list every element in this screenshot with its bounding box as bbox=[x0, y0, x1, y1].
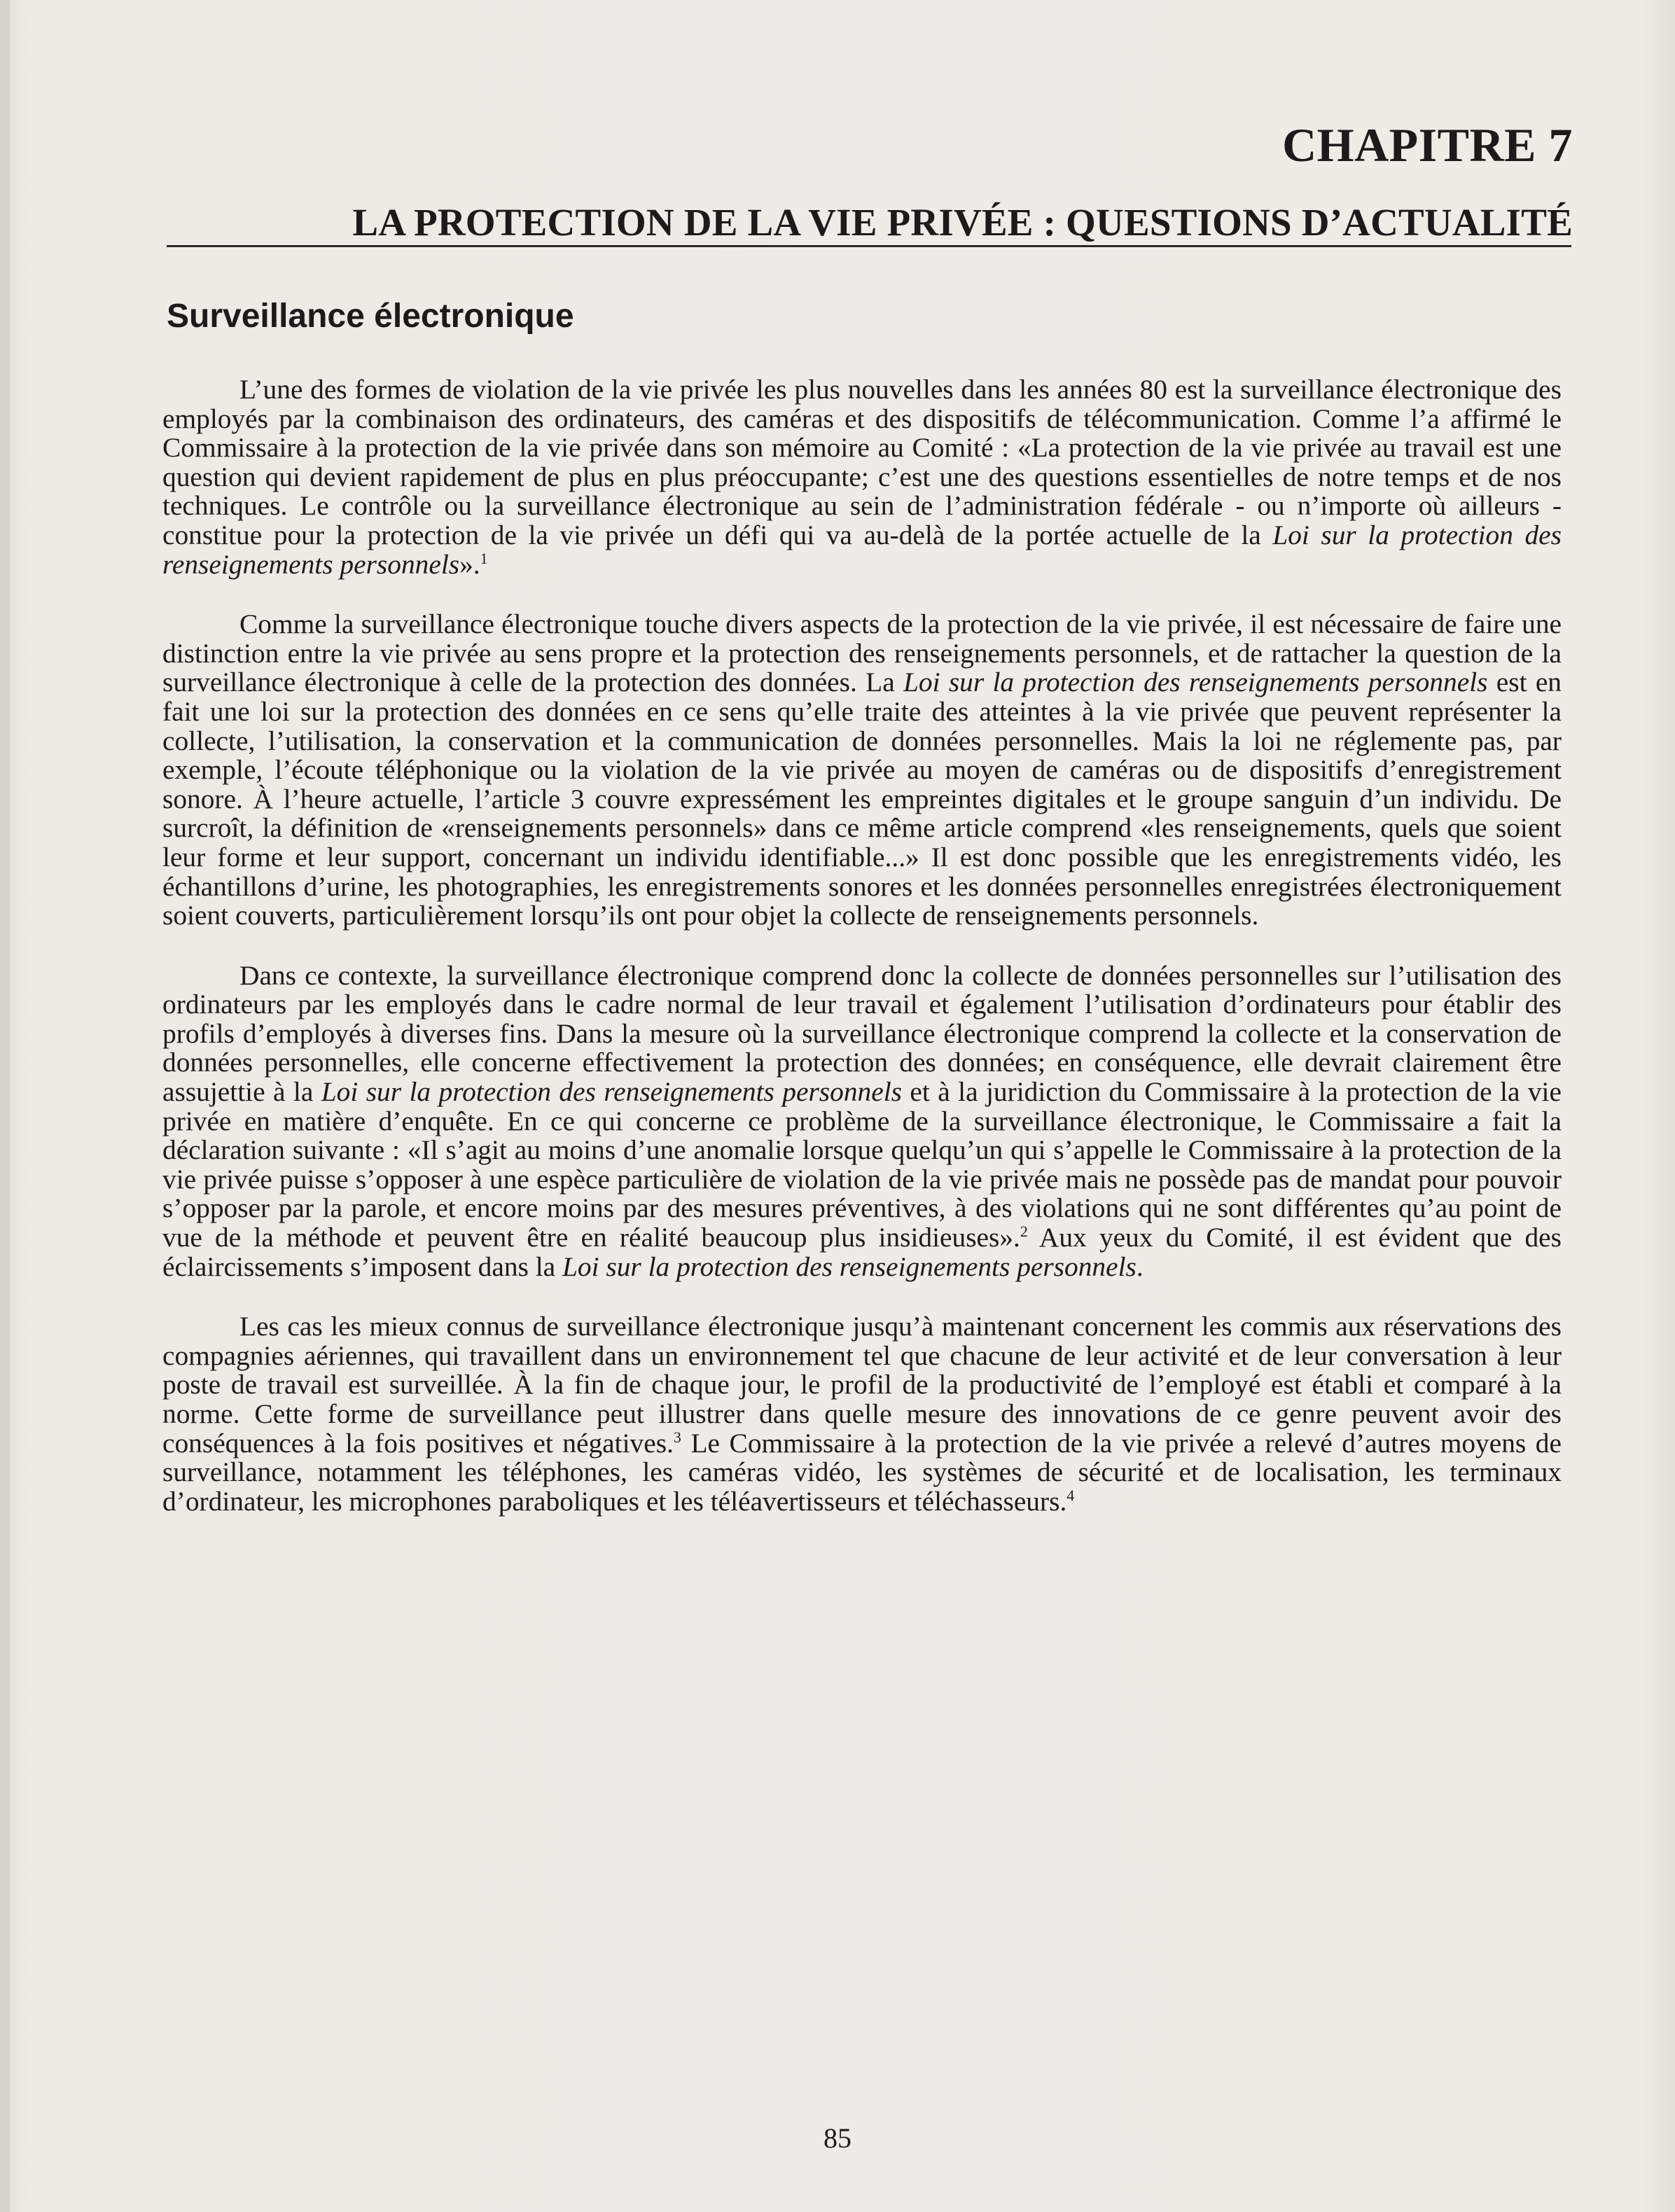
paragraph-4-text-b: Le Commissaire à la protection de la vie privée a relevé d’autres moyens de surveillance, notamment les téléphones, les caméras vidéo, les systèmes de sécurité et de localisation, les terminaux d’ordinateur, les microphones paraboliques et les téléavertisseurs et téléchasseurs. bbox=[162, 1427, 1562, 1517]
paragraph-2-italic: Loi sur la protection des renseignements personnels bbox=[903, 667, 1488, 698]
footnote-ref-4: 4 bbox=[1066, 1486, 1075, 1504]
paragraph-3-italic-b: Loi sur la protection des renseignements personnels bbox=[562, 1251, 1137, 1282]
paragraph-2-text-b: est en fait une loi sur la protection des données en ce sens qu’elle traite des atteintes à la vie privée que peuvent représenter la collecte, l’utilisation, la conservation et la communication de données personnelles. Mais la loi ne réglemente pas, par exemple, l’écoute téléphonique ou la violation de la vie privée au moyen de caméras ou de dispositifs d’enregistrement sonore. À l’heure actuelle, l’article 3 couvre expressément les empreintes digitales et le groupe sanguin d’un individu. De surcroît, la définition de «renseignements personnels» dans ce même article comprend «les renseignements, quels que soient leur forme et leur support, concernant un individu identifiable...» Il est donc possible que les enregistrements vidéo, les échantillons d’urine, les photographies, les enregistrements sonores et les données personnelles enregistrées électroniquement soient couverts, particulièrement lorsqu’ils ont pour objet la collecte de renseignements personnels. bbox=[162, 667, 1562, 931]
paragraph-3-italic-a: Loi sur la protection des renseignements personnels bbox=[321, 1076, 902, 1108]
paragraph-3-text-b: et à la juridiction du Commissaire à la protection de la vie privée en matière d’enquête. En ce qui concerne ce problème de la surveillance électronique, le Commissaire a fait la déclaration suivante : «Il s’agit au moins d’une anomalie lorsque quelqu’un qui s’appelle le Commissaire à la protection de la vie privée puisse s’opposer à une espèce particulière de violation de la vie privée mais ne possède pas de mandat pour pouvoir s’opposer par la parole, et encore moins par des mesures préventives, à des violations qui ne sont différentes qu’au point de vue de la méthode et peuvent être en réalité beaucoup plus insidieuses». bbox=[162, 1076, 1562, 1253]
paragraph-3-text-d: . bbox=[1136, 1251, 1144, 1282]
paragraph-2-text-a: Comme la surveillance électronique touche divers aspects de la protection de la vie privée, il est nécessaire de faire une distinction entre la vie privée au sens propre et la protection des renseignements personnels, et de rattacher la question de la surveillance électronique à celle de la protection des données. La bbox=[162, 608, 1562, 698]
paragraph-4 bbox=[162, 1312, 1562, 1516]
paragraph-3 bbox=[162, 961, 1562, 1282]
paragraph-1-text-a: L’une des formes de violation de la vie privée les plus nouvelles dans les années 80 est la surveillance électronique des employés par la combinaison des ordinateurs, des caméras et des dispositifs de télécommunication. Comme l’a affirmé le Commissaire à la protection de la vie privée dans son mémoire au Comité : «La protection de la vie privée au travail est une question qui devient rapidement de plus en plus préoccupante; c’est une des questions essentielles de notre temps et de nos techniques. Le contrôle ou la surveillance électronique au sein de l’administration fédérale - ou n’importe où ailleurs - constitue pour la protection de la vie privée un défi qui va au-delà de la portée actuelle de la bbox=[162, 374, 1562, 550]
footnote-ref-2: 2 bbox=[1020, 1222, 1028, 1240]
paragraph-3-text-c: Aux yeux du Comité, il est évident que des éclaircissements s’imposent dans la bbox=[162, 1222, 1562, 1282]
chapter-label: CHAPITRE 7 bbox=[1282, 118, 1573, 172]
page-number: 85 bbox=[823, 2122, 852, 2154]
page-shadow-edge bbox=[0, 0, 10, 2212]
paragraph-4-text-a: Les cas les mieux connus de surveillance électronique jusqu’à maintenant concernent les commis aux réservations des compagnies aériennes, qui travaillent dans un environnement tel que chacune de leur activité et de leur conversation à leur poste de travail est surveillée. À la fin de chaque jour, le profil de la productivité de l’employé est établi et comparé à la norme. Cette forme de surveillance peut illustrer dans quelle mesure des innovations de ce genre peuvent avoir des conséquences à la fois positives et négatives. bbox=[162, 1311, 1562, 1459]
header-rule bbox=[167, 245, 1571, 247]
paragraph-3-text-a: Dans ce contexte, la surveillance électronique comprend donc la collecte de données personnelles sur l’utilisation des ordinateurs par les employés dans le cadre normal de leur travail et également l’utilisation d’ordinateurs pour établir des profils d’employés à diverses fins. Dans la mesure où la surveillance électronique comprend la collecte et la conservation de données personnelles, elle concerne effectivement la protection des données; en conséquence, elle devrait clairement être assujettie à la bbox=[162, 959, 1562, 1108]
paragraph-1-text-b: ». bbox=[459, 548, 480, 580]
footnote-ref-3: 3 bbox=[673, 1428, 681, 1446]
paragraph-1-italic: Loi sur la protection des renseignements personnels bbox=[162, 519, 1562, 580]
body-text bbox=[162, 375, 1562, 1547]
paragraph-2 bbox=[162, 610, 1562, 931]
chapter-title: LA PROTECTION DE LA VIE PRIVÉE : QUESTIONS D’ACTUALITÉ bbox=[352, 201, 1573, 244]
footnote-ref-1: 1 bbox=[480, 549, 488, 567]
paragraph-1 bbox=[162, 375, 1562, 579]
section-heading: Surveillance électronique bbox=[167, 298, 574, 335]
